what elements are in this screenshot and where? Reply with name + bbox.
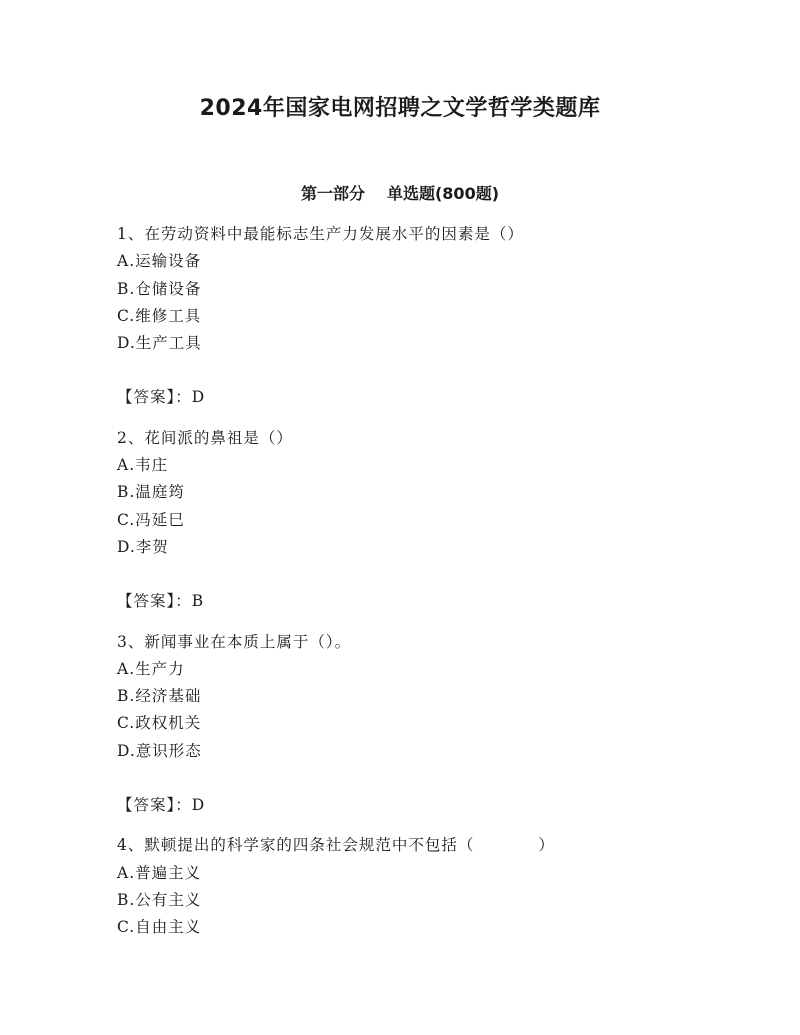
question-stem-after: ） bbox=[538, 836, 555, 855]
question-4 bbox=[117, 832, 757, 941]
option-b: B.公有主义 bbox=[117, 890, 202, 909]
section-heading bbox=[0, 181, 800, 207]
option-b: B.温庭筠 bbox=[117, 483, 185, 502]
option-d: D.意识形态 bbox=[117, 741, 202, 760]
question-stem: 1、在劳动资料中最能标志生产力发展水平的因素是（） bbox=[117, 225, 524, 243]
option-d: D.生产工具 bbox=[117, 334, 202, 353]
question-stem-before: 4、默顿提出的科学家的四条社会规范中不包括（ bbox=[117, 836, 475, 855]
section-name: 单选题(800题) bbox=[386, 184, 500, 203]
question-1 bbox=[117, 221, 757, 412]
option-c: C.自由主义 bbox=[117, 918, 202, 937]
option-a: A.普遍主义 bbox=[117, 863, 202, 882]
option-c: C.政权机关 bbox=[117, 714, 202, 733]
answer-line bbox=[117, 384, 757, 411]
answer-label: 【答案】： bbox=[117, 388, 192, 407]
option-a: A.韦庄 bbox=[117, 456, 169, 475]
answer-line bbox=[117, 792, 757, 819]
question-list bbox=[117, 221, 757, 942]
question-stem bbox=[117, 832, 757, 859]
option-b: B.仓储设备 bbox=[117, 279, 202, 298]
document-title: 2024年国家电网招聘之文学哲学类题库 bbox=[199, 96, 601, 121]
option-b: B.经济基础 bbox=[117, 687, 202, 706]
answer-line bbox=[117, 588, 757, 615]
answer-label: 【答案】： bbox=[117, 796, 192, 815]
question-2 bbox=[117, 425, 757, 616]
answer-label: 【答案】： bbox=[117, 592, 192, 611]
section-part: 第一部分 bbox=[300, 184, 365, 203]
option-d: D.李贺 bbox=[117, 537, 169, 556]
answer-value: B bbox=[191, 592, 205, 611]
question-stem: 3、新闻事业在本质上属于（）。 bbox=[117, 632, 352, 651]
question-stem: 2、花间派的鼻祖是（） bbox=[117, 428, 293, 447]
option-a: A.运输设备 bbox=[117, 252, 202, 271]
answer-value: D bbox=[191, 796, 206, 815]
option-a: A.生产力 bbox=[117, 659, 185, 678]
answer-value: D bbox=[191, 388, 206, 407]
option-c: C.维修工具 bbox=[117, 306, 202, 325]
question-3 bbox=[117, 629, 757, 820]
option-c: C.冯延巳 bbox=[117, 510, 185, 529]
